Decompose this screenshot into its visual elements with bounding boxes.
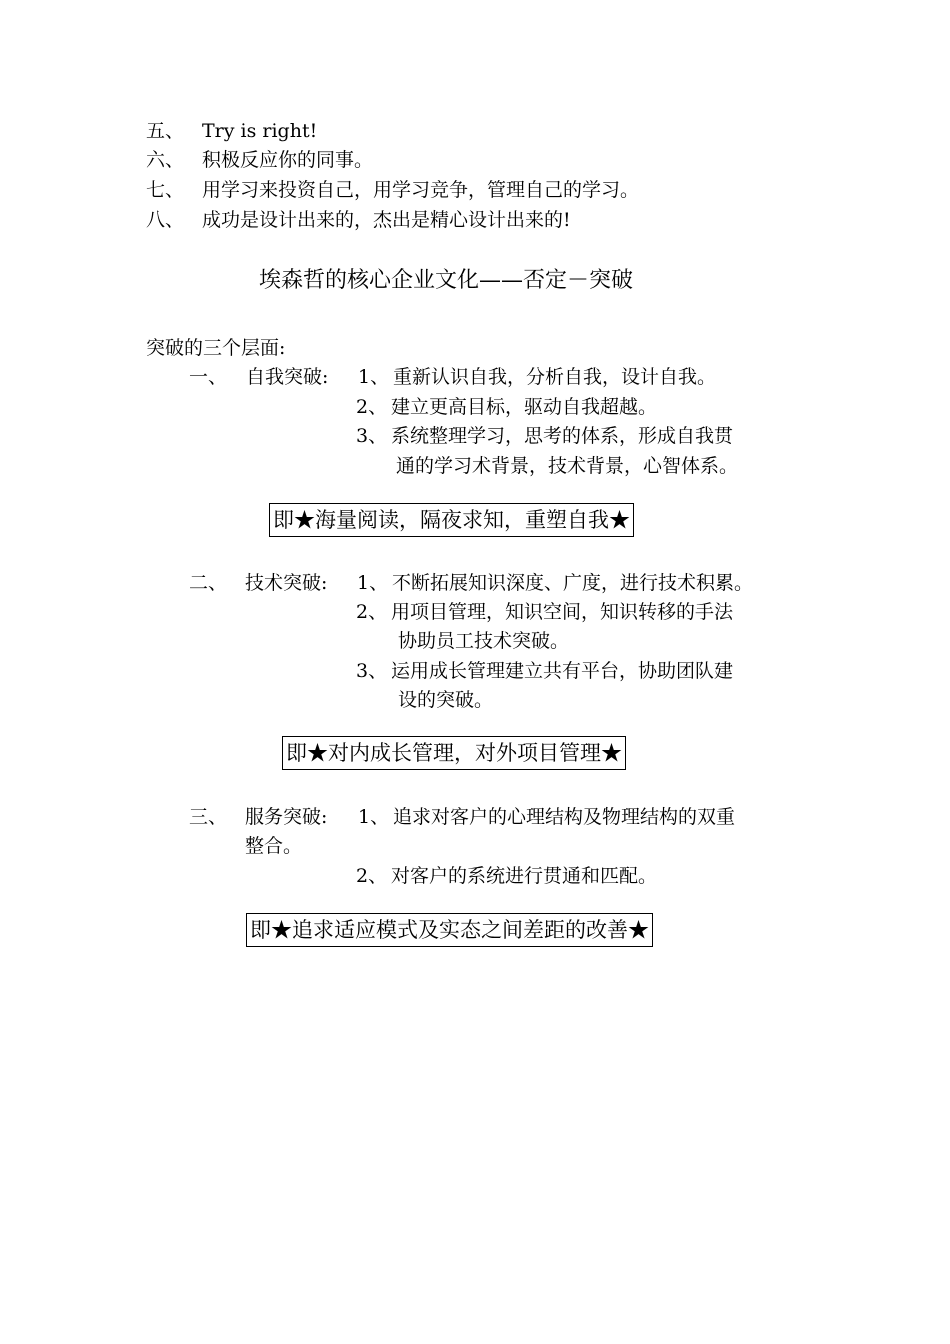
item-text-continuation: 整合。 — [245, 835, 303, 857]
list-item-text: 成功是设计出来的，杰出是精心设计出来的! — [202, 209, 571, 231]
item-text: 用项目管理，知识空间，知识转移的手法 — [391, 601, 734, 623]
item-text: 重新认识自我，分析自我，设计自我。 — [393, 366, 717, 388]
summary-box: 即★对内成长管理，对外项目管理★ — [282, 736, 626, 770]
section-label: 技术突破: — [245, 572, 328, 594]
item-number: 2、 — [356, 601, 388, 623]
item-text-continuation: 通的学习术背景，技术背景，心智体系。 — [396, 455, 739, 477]
section-label: 自我突破: — [246, 366, 329, 388]
section-number: 一、 — [189, 366, 228, 388]
item-text: 运用成长管理建立共有平台，协助团队建 — [391, 660, 734, 682]
page-title: 埃森哲的核心企业文化——否定－突破 — [259, 268, 634, 293]
list-number: 五、 — [146, 120, 185, 142]
item-number: 2、 — [356, 396, 388, 418]
list-item-text: 用学习来投资自己，用学习竞争，管理自己的学习。 — [202, 179, 640, 201]
item-number: 1、 — [358, 366, 390, 388]
section-number: 三、 — [189, 806, 228, 828]
summary-box: 即★海量阅读，隔夜求知，重塑自我★ — [269, 503, 634, 537]
list-number: 八、 — [146, 209, 185, 231]
summary-box: 即★追求适应模式及实态之间差距的改善★ — [246, 913, 653, 947]
item-text: 系统整理学习，思考的体系，形成自我贯 — [391, 425, 734, 447]
section-label: 服务突破: — [245, 806, 328, 828]
item-text: 对客户的系统进行贯通和匹配。 — [391, 865, 658, 887]
section-heading: 突破的三个层面: — [146, 337, 286, 359]
item-number: 3、 — [356, 660, 388, 682]
item-text: 建立更高目标，驱动自我超越。 — [391, 396, 658, 418]
item-number: 2、 — [356, 865, 388, 887]
list-item-text: 积极反应你的同事。 — [202, 149, 374, 171]
list-number: 六、 — [146, 149, 185, 171]
item-text-continuation: 协助员工技术突破。 — [398, 630, 570, 652]
list-item-text: Try is right! — [202, 120, 318, 142]
item-number: 3、 — [356, 425, 388, 447]
item-text: 不断拓展知识深度、广度，进行技术积累。 — [392, 572, 754, 594]
item-number: 1、 — [357, 572, 389, 594]
list-number: 七、 — [146, 179, 185, 201]
item-number: 1、 — [358, 806, 390, 828]
item-text-continuation: 设的突破。 — [398, 689, 494, 711]
item-text: 追求对客户的心理结构及物理结构的双重 — [393, 806, 736, 828]
section-number: 二、 — [189, 572, 228, 594]
